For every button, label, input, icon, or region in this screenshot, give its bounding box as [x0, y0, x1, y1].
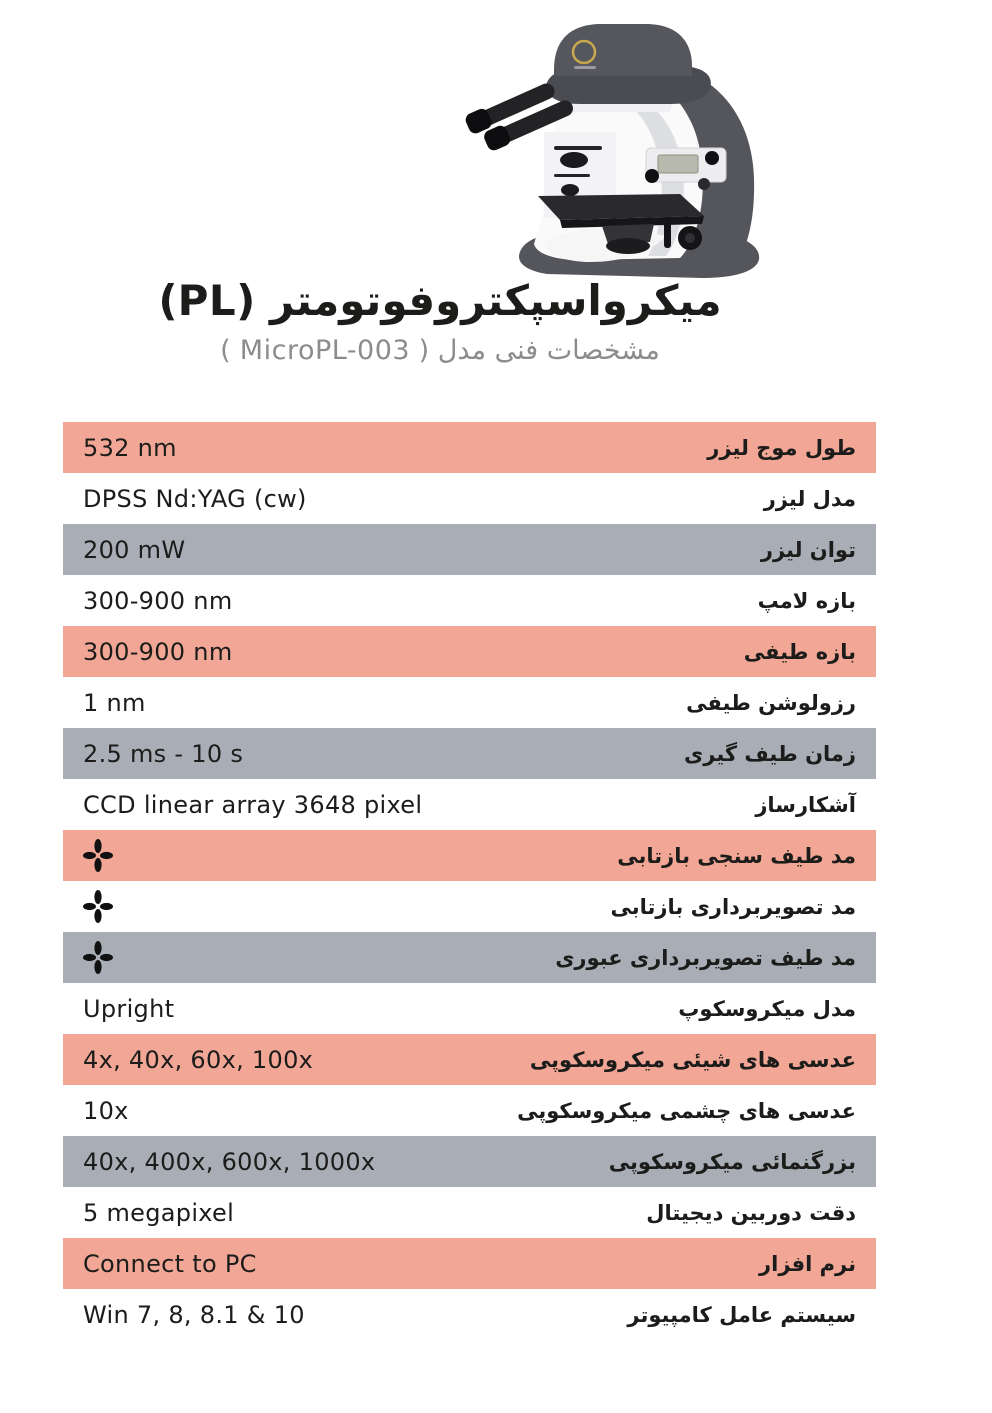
spec-value: 200 mW [83, 535, 186, 564]
filter-knob [561, 184, 579, 196]
spec-label: رزولوشن طیفی [686, 690, 856, 715]
stage [538, 194, 704, 220]
table-row [63, 932, 876, 983]
spec-label: زمان طیف گیری [684, 741, 856, 766]
brand-text-mark [574, 66, 596, 69]
table-row [63, 575, 876, 626]
spec-label: مد تصویربرداری بازتابی [610, 894, 856, 919]
focus-knob-right-inner [685, 233, 695, 243]
spec-label: طول موج لیزر [707, 435, 856, 460]
spec-value-icon [83, 890, 113, 923]
lcd-screen [658, 155, 698, 173]
table-row [63, 473, 876, 524]
panel-knob-bottom [645, 169, 659, 183]
spec-value: 10x [83, 1096, 129, 1125]
spec-value-icon [83, 839, 113, 872]
slider-line [554, 146, 602, 150]
title-block [0, 276, 880, 366]
spec-value: Upright [83, 994, 175, 1023]
spec-label: مد طیف تصویربرداری عبوری [555, 945, 856, 970]
spec-label: دقت دوربین دیجیتال [646, 1200, 856, 1225]
spec-value: 5 megapixel [83, 1198, 235, 1227]
table-row [63, 524, 876, 575]
table-row [63, 830, 876, 881]
spec-label: آشکارساز [755, 792, 856, 817]
spec-value: 532 nm [83, 433, 177, 462]
spec-value: Connect to PC [83, 1249, 257, 1278]
table-row [63, 1289, 876, 1340]
spec-label: بازه لامپ [757, 588, 856, 613]
spec-value: DPSS Nd:YAG (cw) [83, 484, 307, 513]
four-petal-flower-icon [83, 890, 113, 923]
spec-label: سیستم عامل کامپیوتر [627, 1302, 856, 1327]
table-row [63, 1238, 876, 1289]
spec-value: 4x, 40x, 60x, 100x [83, 1045, 314, 1074]
spec-table [63, 422, 876, 1340]
spec-value: 40x, 400x, 600x, 1000x [83, 1147, 376, 1176]
table-row [63, 1187, 876, 1238]
knob-stem [664, 218, 671, 248]
spec-value: CCD linear array 3648 pixel [83, 790, 423, 819]
spec-value: Win 7, 8, 8.1 & 10 [83, 1300, 305, 1329]
microscope-image [452, 8, 782, 280]
panel-knob-top [705, 151, 719, 165]
focus-knob-left [560, 152, 588, 168]
table-row [63, 1085, 876, 1136]
four-petal-flower-icon [83, 839, 113, 872]
spec-label: نرم افزار [759, 1251, 856, 1276]
table-row [63, 677, 876, 728]
page-title: میکرواسپکتروفوتومتر (PL) [158, 276, 722, 325]
spec-label: توان لیزر [760, 537, 856, 562]
spec-label: مدل لیزر [763, 486, 856, 511]
spec-value-icon [83, 941, 113, 974]
table-row [63, 1034, 876, 1085]
table-row [63, 881, 876, 932]
table-row [63, 626, 876, 677]
spec-value: 1 nm [83, 688, 146, 717]
spec-label: بزرگنمائی میکروسکوپی [608, 1149, 856, 1174]
page-subtitle: مشخصات فنی مدل ( MicroPL-003 ) [220, 335, 660, 366]
table-row [63, 983, 876, 1034]
four-petal-flower-icon [83, 941, 113, 974]
table-row [63, 728, 876, 779]
table-row [63, 422, 876, 473]
spec-label: عدسی های چشمی میکروسکوپی [517, 1098, 856, 1123]
side-button [698, 178, 710, 190]
table-row [63, 779, 876, 830]
condenser-ring [606, 238, 650, 254]
spec-value: 300-900 nm [83, 637, 233, 666]
spec-label: مد طیف سنجی بازتابی [617, 843, 856, 868]
microscope-svg [452, 8, 782, 280]
spec-label: مدل میکروسکوپ [678, 996, 856, 1021]
spec-label: بازه طیفی [743, 639, 856, 664]
table-row [63, 1136, 876, 1187]
slider-line-2 [554, 174, 590, 177]
spec-label: عدسی های شیئی میکروسکوپی [529, 1047, 856, 1072]
spec-value: 2.5 ms - 10 s [83, 739, 244, 768]
spec-value: 300-900 nm [83, 586, 233, 615]
